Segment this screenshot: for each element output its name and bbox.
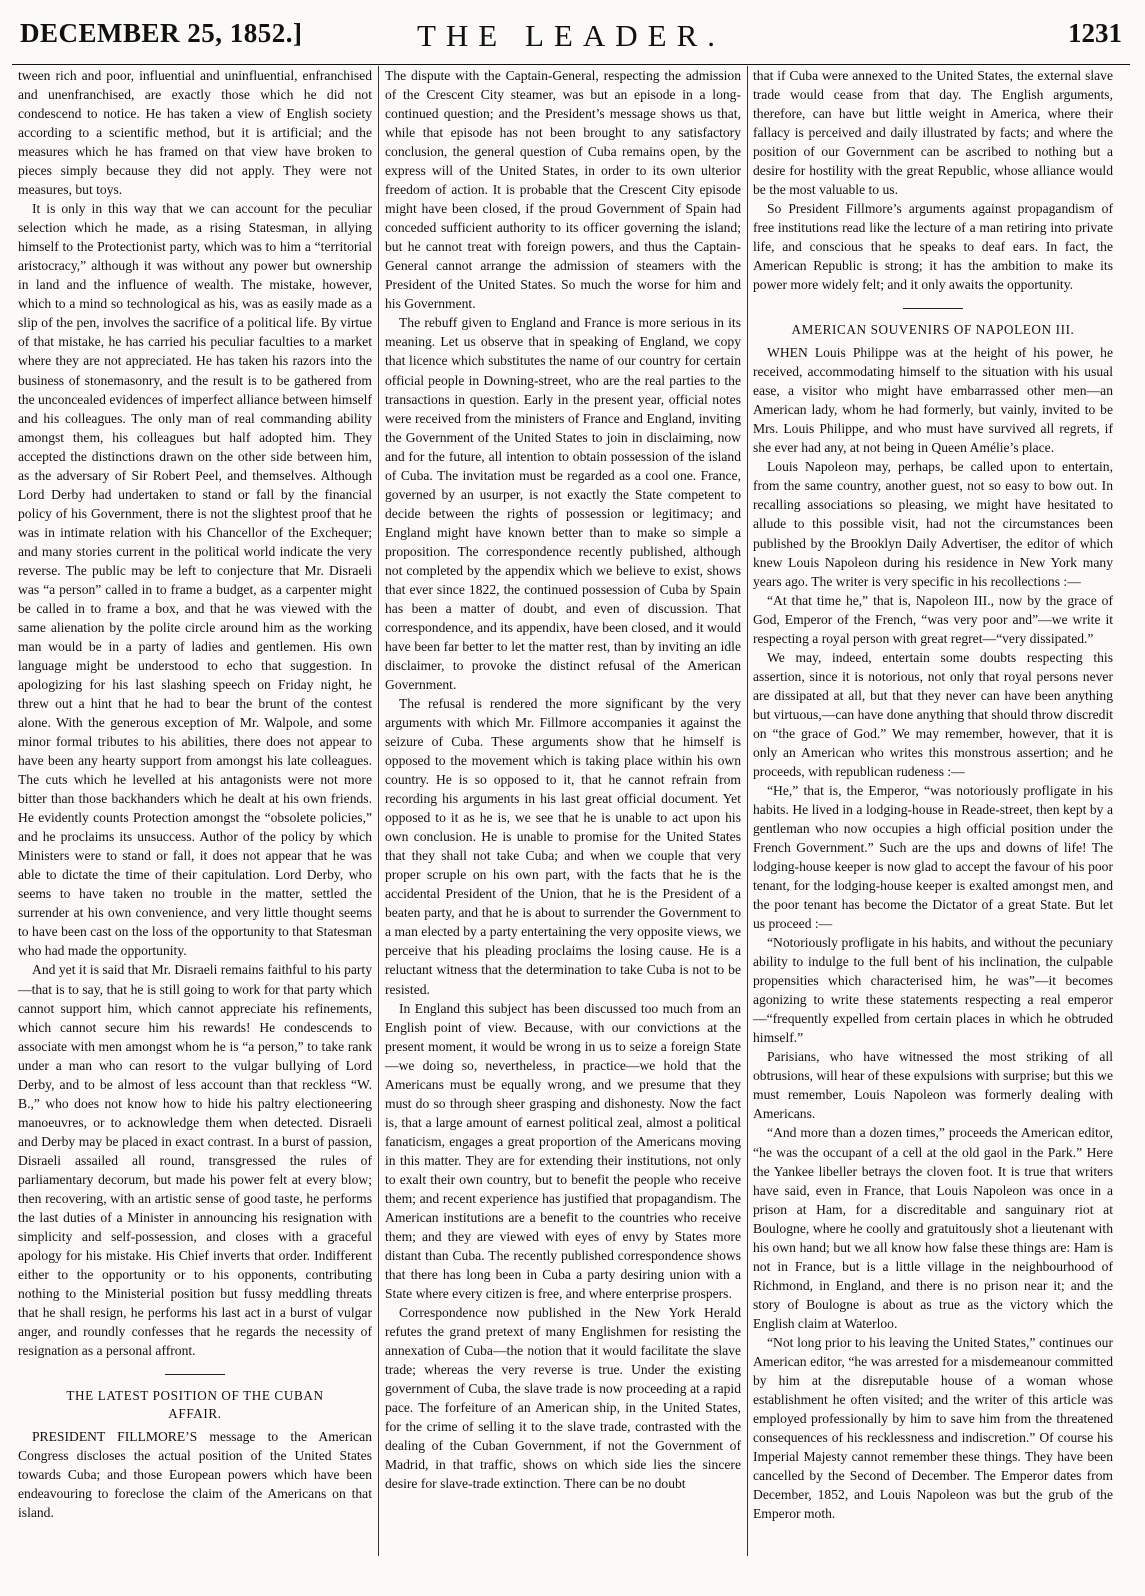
paragraph: that if Cuba were annexed to the United States, the external slave trade would cease from that day. The English arguments, therefore, can have but little weight in America, where their fallacy is perceived and daily illustrated by facts; and where the position of our Government can be ascribed to nothing but a desire for hostility with the great Republic, whose alliance would be the most valuable to us. <box>753 68 1113 198</box>
paragraph: The dispute with the Captain-General, respecting the admission of the Crescent City steamer, was but an episode in a long-continued question; and the President’s message shows us that, while that episode has not been brought to any satisfactory conclusion, the general question of Cuba remains open, by the express will of the United States, in order to its own ulterior freedom of action. It is probable that the Crescent City episode might have been closed, if the proud Government of Spain had conceded sufficient authority to its officer governing the island; but he cannot treat with foreign powers, and thus the Captain-General cannot arrange the admission of steamers with the President of the United States. So much the worse for him and his Government. <box>385 68 741 312</box>
page-header <box>12 10 1130 65</box>
paragraph: Correspondence now published in the New York Herald refutes the grand pretext of many Englishmen for resisting the annexation of Cuba—the notion that it would facilitate the slave trade; whereas the very reverse is true. Under the existing government of Cuba, the slave trade is now proceeding at a rapid pace. The forfeiture of an American ship, in the United States, for the crime of selling it to the slave trade, contrasted with the dealing of the Cuban Government, if not the Government of Madrid, in that traffic, shows on which side lies the sincere desire for slave-trade extinction. There can be no doubt <box>385 1305 741 1492</box>
header-title: THE LEADER. <box>416 18 726 53</box>
quote-paragraph: “Not long prior to his leaving the United States,” continues our American editor, “he was arrested for a misdemeanour committed by him at the disreputable house of a woman whose establishment he often visited; and the writer of this article was employed professionally by him to save him from the threatened consequences of his recklessness and indiscretion.” Of course his Imperial Majesty cannot remember these things. They have been cancelled by the Second of December. The Emperor dates from December, 1852, and Louis Napoleon was but the grub of the Emperor moth. <box>753 1334 1113 1522</box>
section-separator <box>903 308 963 309</box>
paragraph: Parisians, who have witnessed the most striking of all obtrusions, will hear of these expulsions with surprise; but this we must remember, Louis Napoleon was formerly dealing with Americans. <box>753 1049 1113 1122</box>
heading-line: AFFAIR. <box>168 1405 222 1421</box>
column-2 <box>385 66 741 1556</box>
paragraph: The rebuff given to England and France is more serious in its meaning. Let us observe that in speaking of England, we copy that licence which substitutes the name of our country for certain official people in Downing-street, who are the real parties to the transactions in question. Early in the present year, official notes were received from the ministers of France and England, inviting the Government of the United States to join in disclaiming, now and for the future, all intention to obtain possession of the island of Cuba. The invitation must be regarded as a cool one. France, governed by an usurper, is not exactly the State competent to decide between the rights of possession or legitimacy; and England might have known better than to make so simple a proposition. The correspondence recently published, although not completed by the appendix which we believe to exist, shows that ever since 1822, the continued possession of Cuba by Spain has been a matter of doubt, and even of discussion. That correspondence, and its appendix, have been closed, and it would have been far better to let the matter rest, than by inviting an idle disclaimer, to provoke the distinct refusal of the American Government. <box>385 315 741 692</box>
quote-paragraph: “Notoriously profligate in his habits, and without the pecuniary ability to indulge to the full bent of his inclination, the culpable propensities which characterised him, he was”—it becomes agonizing to write these statements respecting a real emperor—“frequently expelled from certain places in which he obtruded himself.” <box>753 935 1113 1046</box>
page-number: 1231 <box>1068 18 1122 48</box>
column-1 <box>18 66 372 1556</box>
paragraph: PRESIDENT FILLMORE’S message to the American Congress discloses the actual position of the United States towards Cuba; and those European powers which have been endeavouring to foreclose the claim of the Americans on that island. <box>18 1428 372 1520</box>
paragraph: So President Fillmore’s arguments against propagandism of free institutions read like the lecture of a man retiring into private life, and conscious that he speaks to deaf ears. In fact, the American Republic is strong; it has the ambition to make its power more widely felt; and it only awaits the opportunity. <box>753 201 1113 293</box>
paragraph: WHEN Louis Philippe was at the height of his power, he received, accommodating himself to the situation with his usual ease, a visitor who might have embarrassed other men—an American lady, whom he had formerly, but vainly, invited to be Mrs. Louis Philippe, and who must have survived all regrets, if she ever had any, at not being in Queen Amélie’s place. <box>753 345 1113 456</box>
heading-line: THE LATEST POSITION OF THE CUBAN <box>66 1388 324 1404</box>
header-date: DECEMBER 25, 1852.] <box>20 18 303 48</box>
article-heading: AMERICAN SOUVENIRS OF NAPOLEON III. <box>791 322 1075 338</box>
column-3 <box>753 66 1113 1556</box>
column-divider <box>378 66 379 1556</box>
paragraph: We may, indeed, entertain some doubts respecting this assertion, since it is notorious, not only that royal persons never are dissipated at all, but that they never can have been anything but virtuous,—can have done anything that should throw discredit on “the grace of God.” We may remember, however, that it is only an American who writes this monstrous assertion; and he proceeds, with republican rudeness :— <box>753 649 1113 779</box>
paragraph: And yet it is said that Mr. Disraeli remains faithful to his party—that is to say, that he is still going to work for that party which cannot support him, which cannot appreciate his refinements, which cannot secure him his rewards! He condescends to associate with men amongst whom he is “a person,” to take rank under a man who can resort to the vulgar bullying of Lord Derby, and to be almost of less account than that reckless “W. B.,” who does not know how to hide his paltry electioneering manoeuvres, or to acknowledge them when detected. Disraeli and Derby may be placed in exact contrast. In a burst of passion, Disraeli assailed all round, transgressed the rules of parliamentary decorum, but made his power felt at every blow; then recovering, with an artistic sense of good taste, he performs the last duties of a Minister in announcing his resignation with simplicity and self-possession, and closes with a graceful apology for his mistake. His Chief inverts that order. Indifferent either to the opportunity or to his opponents, contributing nothing to the Ministerial position but fussy meddling threats that he shall resign, he performs his last act in a burst of vulgar anger, and roundly confesses that he regards the necessity of resignation as a personal affront. <box>18 962 372 1359</box>
paragraph: tween rich and poor, influential and uninfluential, enfranchised and unenfranchised, are exactly those which he did not condescend to notice. He has taken a view of English society according to a scientific method, but it is artificial; and the measures which he has framed on that view have broken to pieces simply because they did not apply. They were not measures, but toys. <box>18 68 372 198</box>
paragraph: In England this subject has been discussed too much from an English point of view. Because, with our convictions at the present moment, it would be wrong in us to seize a foreign State—we doing so, nevertheless, in practice—we hold that the Americans must be equally wrong, and we presume that they must do so through sheer grasping and dishonesty. Now the fact is, that a large amount of earnest political zeal, almost a political fanaticism, engages a great proportion of the Americans moving in this matter. They are for extending their institutions, not only to exalt their own country, but to benefit the people who receive them; and recent experience has justified that propagandism. The American institutions are a benefit to the countries who receive them; and they are viewed with eyes of envy by States more distant than Cuba. The recently published correspondence shows that there has long been in Cuba a party desiring union with a State where every citizen is free, and where enterprise prospers. <box>385 1000 741 1301</box>
column-divider <box>747 66 748 1556</box>
quote-paragraph: “He,” that is, the Emperor, “was notoriously profligate in his habits. He lived in a lodging-house in Reade-street, then kept by a gentleman who now occupies a high official position under the French Government.” Such are the ups and downs of life! The lodging-house keeper is now glad to accept the favour of his poor tenant, for the lodging-house keeper is exalted amongst men, and the poor tenant has become the Dictator of a great State. But let us proceed :— <box>753 782 1113 932</box>
article-heading <box>18 1387 372 1423</box>
section-separator <box>165 1374 225 1375</box>
quote-paragraph: “And more than a dozen times,” proceeds the American editor, “he was the occupant of a cell at the old gaol in the Park.” Here the Yankee libeller betrays the cloven foot. It is true that writers have said, even in France, that Louis Napoleon was once in a prison at Ham, for a discreditable and sanguinary riot at Boulogne, where he coolly and gratuitously shot a lieutenant with his own hand; but we all know how false these things are: Ham is not in France, but is a little village in the neighbourhood of Richmond, in England, and there is no prison near it; and the story of Boulogne is about as true as the victory which the English claim at Waterloo. <box>753 1125 1113 1331</box>
paragraph: Louis Napoleon may, perhaps, be called upon to entertain, from the same country, another guest, not so easy to bow out. In recalling associations so pleasing, we might have hesitated to allude to this possible visit, had not the circumstances been published by the Brooklyn Daily Advertiser, the editor of which knew Louis Napoleon during his residence in New York many years ago. The writer is very specific in his recollections :— <box>753 459 1113 589</box>
paragraph: It is only in this way that we can account for the peculiar selection which he made, as a rising Statesman, in allying himself to the Protectionist party, which was to him a “territorial aristocracy,” although it was without any power but ownership in land and the influence of wealth. The mistake, however, which to a mind so technological as his, was as easily made as a slip of the pen, involves the sacrifice of a political life. By virtue of that mistake, he has carried his peculiar faculties to a market where they are not appreciated. He has taken his razors into the business of stonemasonry, and the result is to be gathered from the unconcealed evidences of imperfect alliance between himself and his colleagues. The only man of real commanding ability amongst them, his colleagues but half adopted him. They accepted the distinctions drawn on the other side between him, as the adversary of Sir Robert Peel, and themselves. Although Lord Derby had undertaken to stand or fall by the financial policy of his Government, there is not the slightest proof that he was in intimate relation with his Chancellor of the Exchequer; and many stories current in the political world indicate the very reverse. The public may be left to conjecture that Mr. Disraeli was “a person” called in to frame a budget, as a carpenter might be called in to frame a box, and that he was viewed with the same alienation by the polite circle around him as the working man would be in a party of ladies and gentlemen. His own language might be understood to echo that suggestion. In apologizing for his last slashing speech on Friday night, he threw out a hint that he had to bear the brunt of the contest alone. With the generous exception of Mr. Walpole, and some minor formal tributes to his abilities, there does not appear to have been any hearty support from amongst his late colleagues. The cuts which he levelled at his antagonists were not more bitter than those backhanders which he dealt at his own friends. He evidently counts Protection amongst the “obsolete policies,” and he proclaims its unsuccess. Author of the policy by which Ministers were to stand or fall, it does not appear that he was able to dictate the time of their capitulation. Lord Derby, who seems to have taken no trouble in the matter, settled the surrender at his own convenience, and very little thought seems to have been cast on the loss of the opportunity to that Statesman who had made the opportunity. <box>18 201 372 959</box>
quote-paragraph: “At that time he,” that is, Napoleon III., now by the grace of God, Emperor of the French, “was very poor and”—we write it respecting a royal person with great regret—“very dissipated.” <box>753 592 1113 646</box>
paragraph: The refusal is rendered the more significant by the very arguments with which Mr. Fillmore accompanies it against the seizure of Cuba. These arguments show that he himself is opposed to the movement which is taking place within his own country. He is so opposed to it, that he cannot refrain from recording his arguments in his last great official document. Yet opposed to it as he is, we see that he is unable to act upon his own conclusion. He is unable to promise for the United States that they shall not take Cuba; and when we couple that very proper scruple on his own part, with the facts that he is the accidental President of the Union, that he is the President of a beaten party, and that he is about to surrender the Government to a man elected by a party entertaining the very opposite views, we perceive that his pleading proclaims the losing cause. He is a reluctant witness that the determination to take Cuba is not to be resisted. <box>385 696 741 997</box>
